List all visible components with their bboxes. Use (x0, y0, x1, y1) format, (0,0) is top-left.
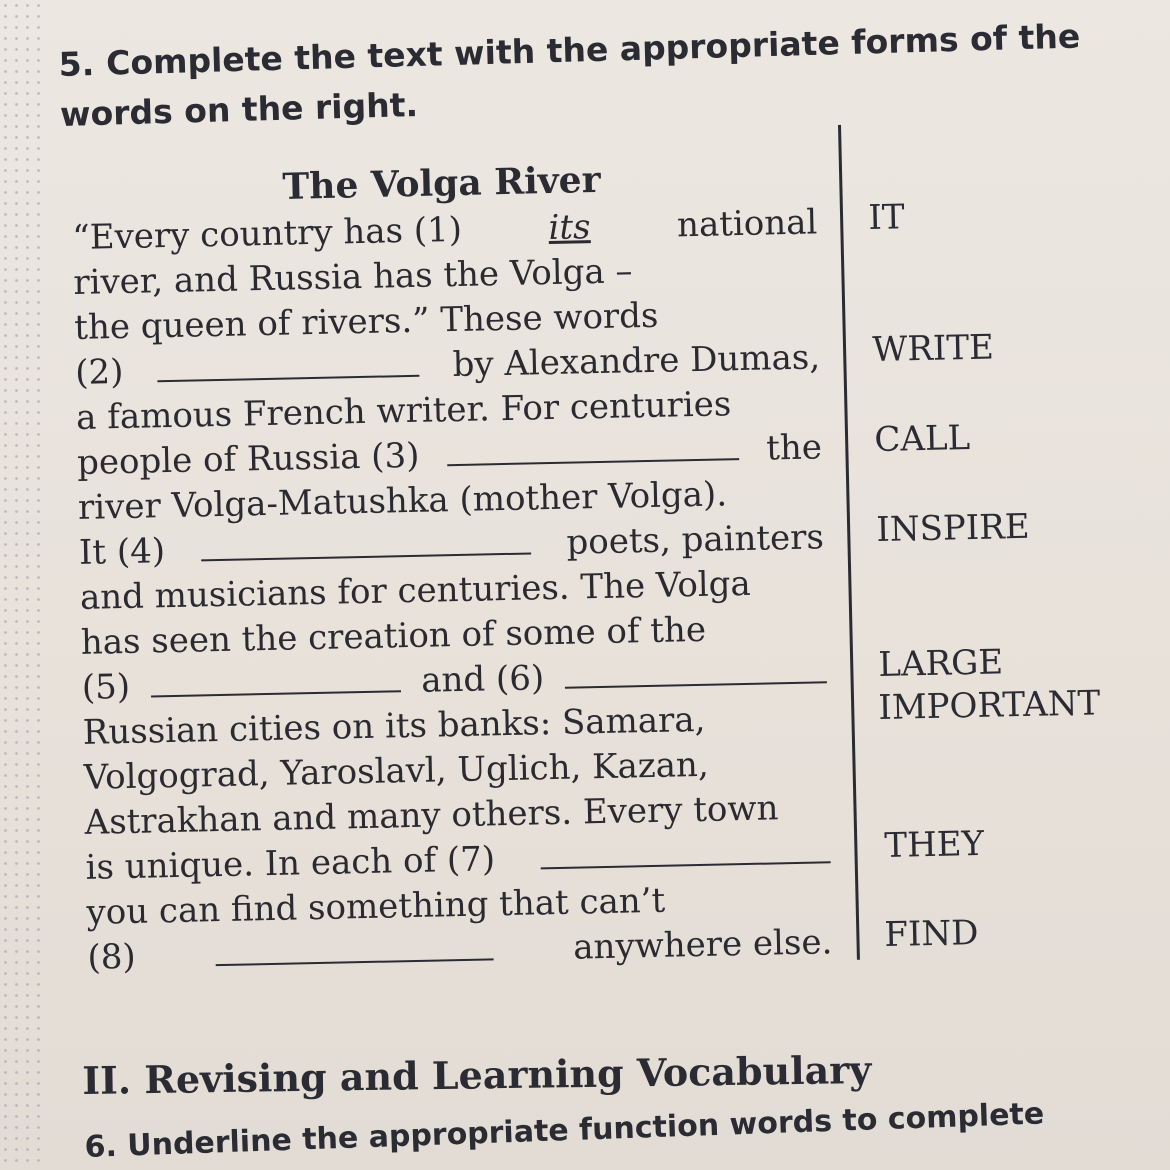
keyword-find: FIND (884, 913, 979, 955)
line-text: (5) (81, 666, 131, 708)
dotted-margin (0, 0, 46, 1170)
answer-blank[interactable] (150, 662, 401, 697)
line-text: anywhere else. (572, 922, 833, 968)
line-text: people of Russia (3) (76, 435, 420, 483)
line-text: and musicians for centuries. The Volga (79, 563, 752, 618)
answer-blank[interactable] (157, 347, 420, 382)
answer-blank[interactable] (215, 930, 494, 966)
keyword-it: IT (868, 197, 905, 238)
column-divider (838, 125, 860, 960)
line-text: river Volga-Matushka (mother Volga). (77, 474, 728, 528)
line-text: (8) (87, 936, 137, 978)
text-block (72, 202, 833, 982)
line-text: by Alexandre Dumas, (452, 337, 821, 386)
line-text: poets, painters (566, 517, 825, 563)
text-title: The Volga River (282, 158, 602, 208)
instruction-line-2: words on the right. (59, 84, 419, 134)
line-text: river, and Russia has the Volga – (72, 251, 633, 303)
line-text: is unique. In each of (7) (85, 839, 496, 888)
line-text: Volgograd, Yaroslavl, Uglich, Kazan, (83, 744, 710, 798)
instruction-line-1: Complete the text with the appropriate forms of the (105, 16, 1081, 83)
line-text: “Every country has (1) (72, 209, 463, 258)
line-text: and (6) (420, 658, 545, 701)
line-text: It (4) (78, 531, 166, 573)
answer-blank[interactable] (446, 430, 739, 466)
line-text: has seen the creation of some of the (80, 609, 707, 663)
keyword-large: LARGE (878, 642, 1004, 685)
line-text: Astrakhan and many others. Every town (84, 788, 779, 843)
line-text: you can find something that can’t (86, 880, 666, 933)
line-text: (2) (74, 351, 124, 393)
line-text: national (676, 202, 818, 246)
answer-blank[interactable] (540, 833, 831, 869)
next-task-instruction: 6. Underline the appropriate function words to complete (84, 1096, 1045, 1165)
keyword-inspire: INSPIRE (876, 506, 1031, 550)
line-text: Russian cities on its banks: Samara, (82, 699, 706, 753)
section-title: II. Revising and Learning Vocabulary (82, 1046, 872, 1103)
example-answer: its (548, 207, 591, 249)
task-instruction (58, 10, 1140, 140)
keyword-write: WRITE (872, 327, 995, 370)
line-text: a famous French writer. For centuries (75, 384, 732, 438)
line-text: the (765, 427, 823, 469)
keyword-they: THEY (884, 823, 985, 866)
task-number: 5. (58, 44, 95, 84)
answer-blank[interactable] (564, 653, 827, 688)
keyword-call: CALL (874, 417, 971, 460)
line-text: the queen of rivers.” These words (73, 295, 659, 348)
answer-blank[interactable] (200, 524, 531, 561)
keyword-important: IMPORTANT (878, 683, 1101, 728)
